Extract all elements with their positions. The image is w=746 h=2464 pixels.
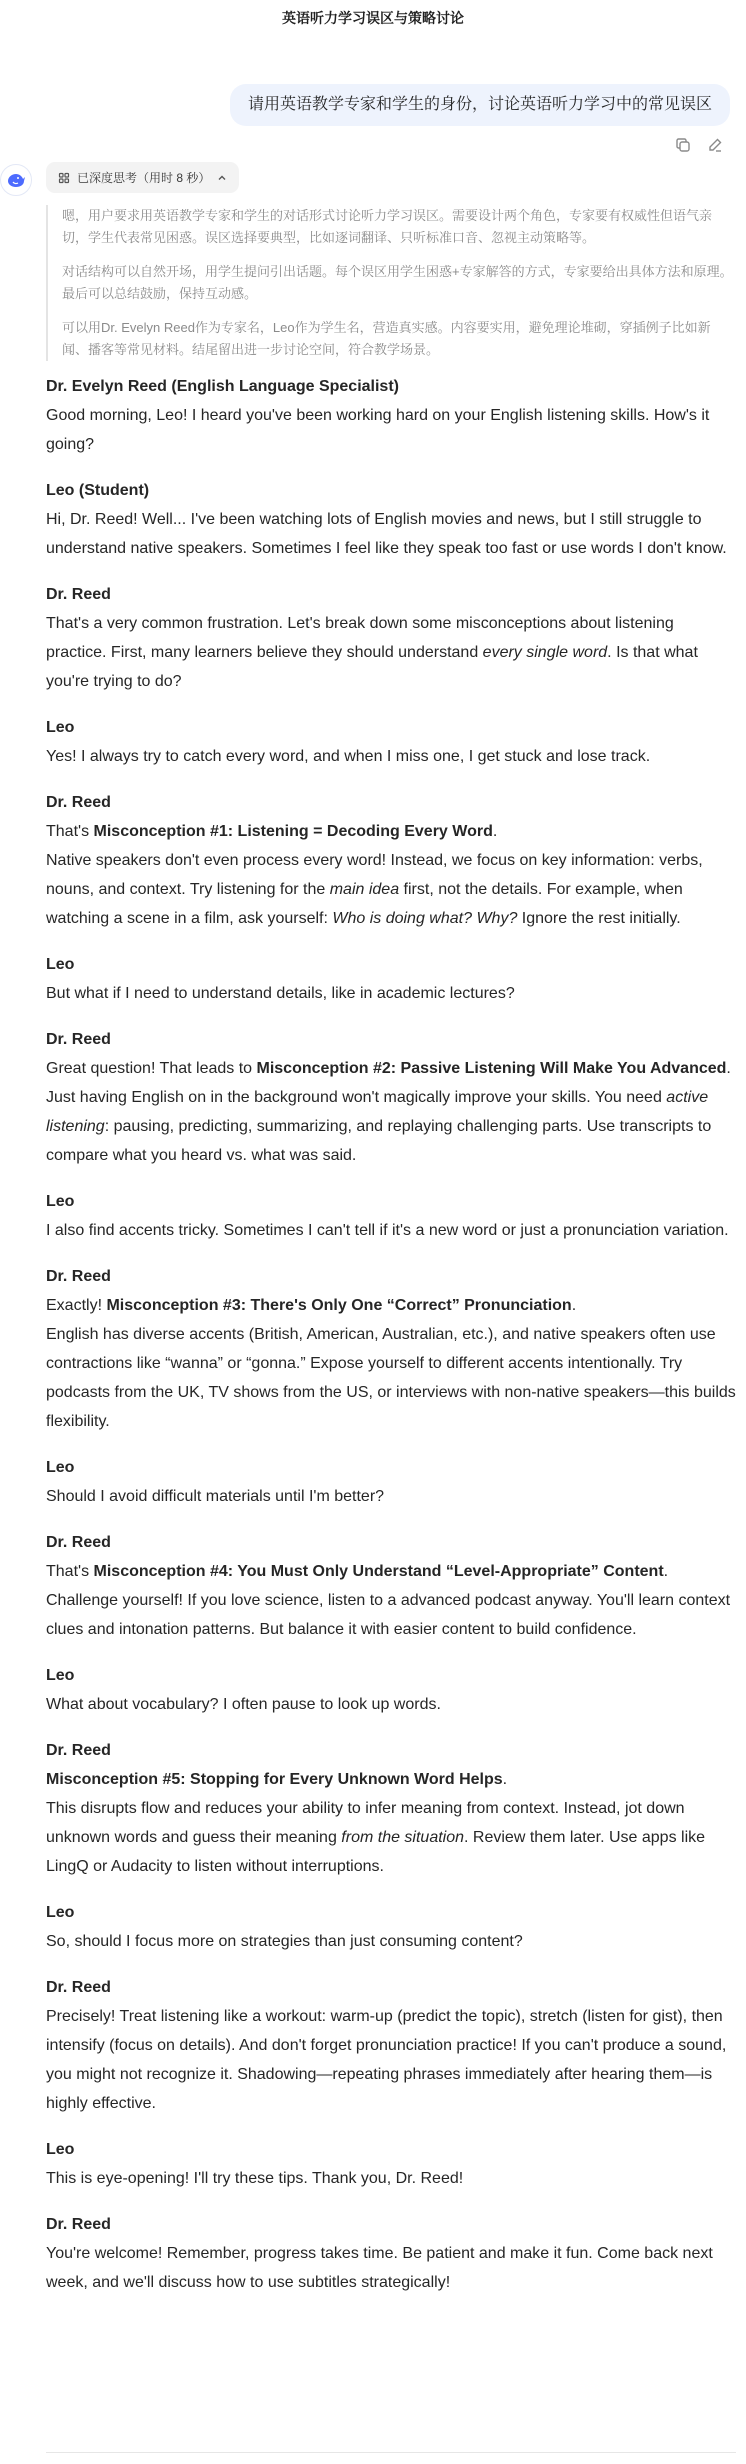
message-end-divider — [46, 2452, 736, 2453]
text-run: . — [492, 823, 498, 840]
user-message-row — [0, 36, 746, 126]
thinking-paragraph: 可以用Dr. Evelyn Reed作为专家名，Leo作为学生名，营造真实感。内容要实用，避免理论堆砌，穿插例子比如新闻、播客等常见材料。结尾留出进一步讨论空间，符合教学场景。 — [62, 320, 711, 357]
deep-think-icon — [58, 172, 70, 184]
dialogue-line — [46, 505, 736, 563]
dialogue-entry — [46, 2136, 736, 2193]
speaker-name: Dr. Reed — [46, 1268, 111, 1285]
dialogue-line — [46, 401, 736, 459]
dialogue-line — [46, 2164, 736, 2193]
dialogue-entry — [46, 1529, 736, 1644]
text-run: I also find accents tricky. Sometimes I can't tell if it's a new word or just a pronunciation variation. — [46, 1222, 729, 1239]
misconception-heading: Misconception #3: There's Only One “Correct” Pronunciation — [106, 1297, 572, 1314]
dialogue-line — [46, 1586, 736, 1644]
dialogue-line — [46, 846, 736, 933]
emphasis-text: active listening — [46, 1089, 709, 1135]
dialogue-entry — [46, 1737, 736, 1881]
text-run: . — [502, 1771, 508, 1788]
speaker-name: Leo — [46, 719, 75, 736]
dialogue-line — [46, 1794, 736, 1881]
dialogue-line — [46, 1765, 736, 1794]
dialogue-entry — [46, 1263, 736, 1436]
speaker-name: Leo — [46, 1459, 75, 1476]
dialogue-entry — [46, 1188, 736, 1245]
speaker-name: Leo — [46, 1904, 75, 1921]
text-run: Precisely! Treat listening like a workout: warm-up (predict the topic), stretch (listen for gist), then intensify (focus on details). And don't forget pronunciation practice! If you can't produce a sound, you might not recognize it. Shadowing—repeating phrases immediately after hearing them—is highly effective. — [46, 2008, 727, 2112]
misconception-heading: Misconception #1: Listening = Decoding Every Word — [93, 823, 493, 840]
text-run: But what if I need to understand details, like in academic lectures? — [46, 985, 515, 1002]
misconception-heading: Misconception #4: You Must Only Understand “Level-Appropriate” Content — [93, 1563, 664, 1580]
dialogue-line — [46, 2239, 736, 2297]
text-run: Exactly! — [46, 1297, 107, 1314]
text-run: . Review them later. Use apps like LingQ or Audacity to listen without interruptions. — [46, 1829, 706, 1875]
user-message-actions — [0, 126, 746, 154]
text-run: Hi, Dr. Reed! Well... I've been watching lots of English movies and news, but I still struggle to understand native speakers. Sometimes I feel like they speak too fast or use words I don't know. — [46, 511, 727, 557]
speaker-name: Dr. Reed — [46, 2216, 111, 2233]
dialogue-entry — [46, 1899, 736, 1956]
dialogue-line — [46, 2002, 736, 2118]
text-run: : pausing, predicting, summarizing, and replaying challenging parts. Use transcripts to compare what you heard vs. what was said. — [46, 1118, 712, 1164]
misconception-heading: Misconception #2: Passive Listening Will Make You Advanced — [256, 1060, 727, 1077]
assistant-message — [0, 158, 746, 2297]
thinking-content — [46, 205, 736, 361]
text-run: . — [663, 1563, 669, 1580]
dialogue-line — [46, 1482, 736, 1511]
dialogue-entry — [46, 1662, 736, 1719]
speaker-name: Dr. Reed — [46, 586, 111, 603]
text-run: Should I avoid difficult materials until I'm better? — [46, 1488, 385, 1505]
dialogue-line — [46, 1216, 736, 1245]
text-run: English has diverse accents (British, American, Australian, etc.), and native speakers often use contractions like “wanna” or “gonna.” Expose yourself to different accents intentionally. Try podcasts from the UK, TV shows from the US, or interviews with non-native speakers—this builds flexibility. — [46, 1326, 736, 1430]
speaker-name: Leo — [46, 1193, 75, 1210]
dialogue-line — [46, 1291, 736, 1320]
edit-icon[interactable] — [706, 136, 724, 154]
speaker-name: Dr. Reed — [46, 1979, 111, 1996]
dialogue-content — [46, 373, 736, 2297]
dialogue-line — [46, 1927, 736, 1956]
text-run: Challenge yourself! If you love science, listen to a advanced podcast anyway. You'll learn context clues and intonation patterns. But balance it with easier content to build confidence. — [46, 1592, 731, 1638]
text-run: Good morning, Leo! I heard you've been working hard on your English listening skills. How's it going? — [46, 407, 710, 453]
dialogue-line — [46, 742, 736, 771]
dialogue-entry — [46, 581, 736, 696]
text-run: That's — [46, 823, 94, 840]
text-run: You're welcome! Remember, progress takes time. Be patient and make it fun. Come back next week, and we'll discuss how to use subtitles strategically! — [46, 2245, 713, 2291]
dialogue-entry — [46, 1026, 736, 1170]
text-run: Just having English on in the background won't magically improve your skills. You need — [46, 1089, 667, 1106]
deep-thinking-toggle[interactable] — [46, 162, 239, 193]
emphasis-text: from the situation — [341, 1829, 465, 1846]
text-run: Native speakers don't even process every word! Instead, we focus on key information: verbs, nouns, and context. Try listening for the — [46, 852, 703, 898]
text-run: That's — [46, 1563, 94, 1580]
text-run: Great question! That leads to — [46, 1060, 257, 1077]
dialogue-entry — [46, 477, 736, 563]
dialogue-line — [46, 817, 736, 846]
speaker-name: Dr. Reed — [46, 1742, 111, 1759]
speaker-name: Dr. Reed — [46, 794, 111, 811]
text-run: . — [726, 1060, 731, 1077]
text-run: What about vocabulary? I often pause to look up words. — [46, 1696, 441, 1713]
text-run: So, should I focus more on strategies than just consuming content? — [46, 1933, 523, 1950]
dialogue-entry — [46, 2211, 736, 2297]
speaker-name: Dr. Reed — [46, 1534, 111, 1551]
dialogue-entry — [46, 1454, 736, 1511]
text-run: Ignore the rest initially. — [517, 910, 681, 927]
speaker-name: Leo — [46, 1667, 75, 1684]
text-run: . — [571, 1297, 577, 1314]
dialogue-entry — [46, 789, 736, 933]
conversation-title: 英语听力学习误区与策略讨论 — [282, 10, 464, 26]
dialogue-line — [46, 1690, 736, 1719]
speaker-name: Leo — [46, 956, 75, 973]
dialogue-line — [46, 609, 736, 696]
speaker-name: Dr. Evelyn Reed (English Language Specialist) — [46, 378, 399, 395]
text-run: Yes! I always try to catch every word, and when I miss one, I get stuck and lose track. — [46, 748, 651, 765]
whale-logo-icon — [0, 164, 32, 196]
thinking-paragraph: 对话结构可以自然开场，用学生提问引出话题。每个误区用学生困惑+专家解答的方式，专家要给出具体方法和原理。最后可以总结鼓励，保持互动感。 — [62, 264, 733, 301]
speaker-name: Leo (Student) — [46, 482, 150, 499]
text-run: That's a very common frustration. Let's break down some misconceptions about listening practice. First, many learners believe they should understand — [46, 615, 674, 661]
dialogue-entry — [46, 1974, 736, 2118]
emphasis-text: every single word — [482, 644, 608, 661]
text-run: first, not the details. For example, when watching a scene in a film, ask yourself: — [46, 881, 683, 927]
chat-header — [0, 0, 746, 36]
dialogue-line — [46, 1083, 736, 1170]
chevron-up-icon — [217, 173, 227, 183]
dialogue-line — [46, 1557, 736, 1586]
dialogue-line — [46, 1054, 736, 1083]
deep-thinking-label: 已深度思考（用时 8 秒） — [77, 171, 211, 185]
text-run: This is eye-opening! I'll try these tips. Thank you, Dr. Reed! — [46, 2170, 464, 2187]
emphasis-text: Who is doing what? Why? — [332, 910, 518, 927]
thinking-paragraph: 嗯，用户要求用英语教学专家和学生的对话形式讨论听力学习误区。需要设计两个角色，专家要有权威性但语气亲切，学生代表常见困惑。误区选择要典型，比如逐词翻译、只听标准口音、忽视主动策略等。 — [62, 208, 713, 245]
speaker-name: Dr. Reed — [46, 1031, 111, 1048]
dialogue-line — [46, 979, 736, 1008]
speaker-name: Leo — [46, 2141, 75, 2158]
text-run: This disrupts flow and reduces your ability to infer meaning from context. Instead, jot down unknown words and guess their meaning — [46, 1800, 685, 1846]
copy-icon[interactable] — [674, 136, 692, 154]
dialogue-entry — [46, 714, 736, 771]
text-run: . Is that what you're trying to do? — [46, 644, 698, 690]
user-message-bubble: 请用英语教学专家和学生的身份，讨论英语听力学习中的常见误区 — [230, 84, 730, 126]
dialogue-entry — [46, 373, 736, 459]
misconception-heading: Misconception #5: Stopping for Every Unknown Word Helps — [46, 1771, 503, 1788]
dialogue-entry — [46, 951, 736, 1008]
dialogue-line — [46, 1320, 736, 1436]
emphasis-text: main idea — [329, 881, 400, 898]
